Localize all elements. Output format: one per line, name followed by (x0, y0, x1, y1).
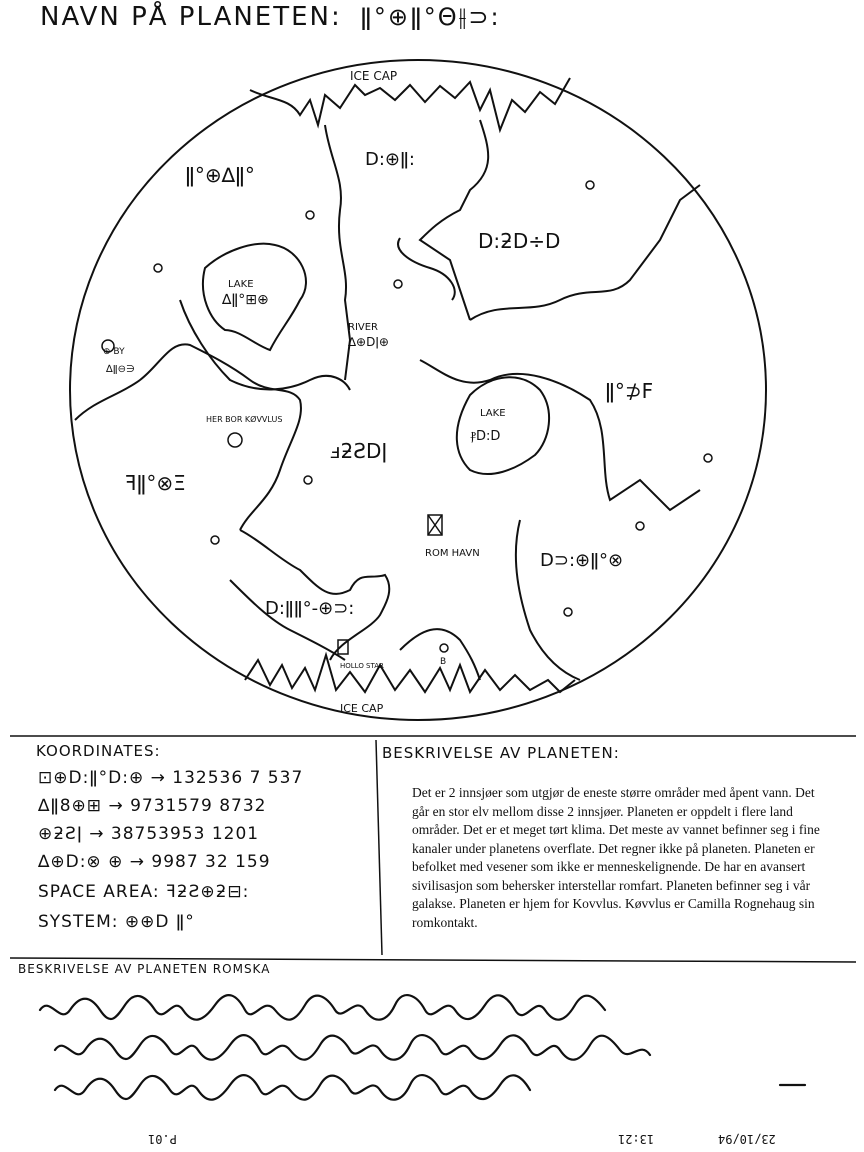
b-marker (440, 644, 448, 652)
star-marker (304, 476, 312, 484)
lake-2-name: ⳁD:D (470, 429, 501, 444)
planet-name-glyphs: ǁ°⊕ǁ°Θ⫲⊃: (360, 3, 501, 31)
river-line (398, 238, 455, 300)
border-west-2 (180, 300, 350, 390)
star-marker (394, 280, 402, 288)
star-marker (154, 264, 162, 272)
kovvlus-label: HER BOR KØVVLUS (206, 415, 283, 424)
description-text: Det er 2 innsjøer som utgjør de eneste større områder med åpent vann. Det går en stor elv mellom disse 2 innsjøer. Planeten er oppdelt i flere land områder. Det er et meget tørt klima. Det meste av vannet befinner seg i fine kanaler under planetens overflate. Det regner ikke på planeten. Planeten er befolket med vesener som ikke er menneskelignende. De har en avansert sivilisasjon som behersker interstellar romfart. Planeten befinner seg i vår galakse. Planeten er hjem for Kovvlus. Køvvlus er Camilla Rognehaug sin romkontakt. (412, 785, 820, 930)
divider-mid-vertical (376, 740, 382, 955)
planet-outline (70, 60, 766, 720)
romska-title: BESKRIVELSE AV PLANETEN ROMSKA (18, 962, 271, 976)
star-marker (636, 522, 644, 530)
star-marker (306, 211, 314, 219)
fax-date: 23/10/94 (718, 1132, 776, 1146)
ice-cap-top-edge (250, 78, 570, 130)
border-east-2 (420, 360, 700, 510)
lake-2-label: LAKE (480, 408, 506, 419)
b-label: B (440, 657, 447, 667)
region-label-se: D⊃:⊕ǁ°⊗ (540, 550, 624, 571)
fax-time: 13:21 (618, 1132, 655, 1146)
kovvlus-marker (228, 433, 242, 447)
fax-page-number: P.01 (148, 1132, 177, 1146)
border-south-1 (240, 530, 389, 660)
region-label-center: ⅎƻƧDǀ (330, 439, 388, 463)
border-north-land (325, 125, 350, 380)
city-label: ⊕ BY (103, 347, 125, 357)
space-area: SPACE AREA: ꟻƻƧ⊕ƻ⊟: (38, 882, 250, 902)
lake-2-outline (457, 377, 549, 474)
coordinate-row: ∆⊕D:⊗ ⊕ → 9987 32 159 (38, 852, 271, 872)
romska-script-line-2 (55, 1035, 650, 1060)
romska-script-line-1 (40, 995, 605, 1020)
star-marker (586, 181, 594, 189)
coordinate-row: ⊕ƻƧǀ → 38753953 1201 (38, 824, 260, 844)
coordinates-title: KOORDINATES: (36, 742, 161, 760)
lake-1-name: ∆ǁ°⊞⊕ (222, 292, 269, 308)
region-label-nw: ǁ°⊕∆ǁ° (185, 163, 255, 187)
description-title: BESKRIVELSE AV PLANETEN: (382, 744, 620, 762)
city-name: ∆ǁ⊖∋ (106, 364, 135, 375)
star-marker (211, 536, 219, 544)
ice-cap-bottom-label: ICE CAP (340, 702, 384, 715)
star-marker (704, 454, 712, 462)
region-label-ne: D:ƻD÷D (478, 229, 561, 253)
river-label: RIVER (348, 322, 379, 333)
region-label-n: D:⊕ǁ: (365, 149, 415, 170)
ice-cap-top-label: ICE CAP (350, 69, 398, 83)
region-label-e: ǁ°⊅F (605, 379, 654, 403)
system: SYSTEM: ⊕⊕D ǁ° (38, 912, 195, 932)
romska-script-line-3 (55, 1075, 530, 1100)
border-south-3 (516, 520, 580, 680)
river-name: ∆⊕Dǀ⊕ (348, 335, 389, 349)
coordinate-row: ∆ǁ8⊕⊞ → 9731579 8732 (38, 796, 267, 816)
title-text: NAVN PÅ PLANETEN: (40, 2, 342, 32)
star-marker (564, 608, 572, 616)
coordinate-row: ⊡⊕D:ǁ°D:⊕ → 132536 7 537 (38, 768, 304, 788)
hollo-label: HOLLO STAR (340, 662, 384, 670)
rom-havn-label: ROM HAVN (425, 548, 480, 559)
region-label-s: D:ǁǁ°-⊕⊃: (265, 598, 355, 619)
ice-cap-bottom-edge (245, 655, 575, 692)
region-label-w: ꟻǁ°⊗Ξ (125, 471, 186, 495)
lake-1-label: LAKE (228, 279, 254, 290)
